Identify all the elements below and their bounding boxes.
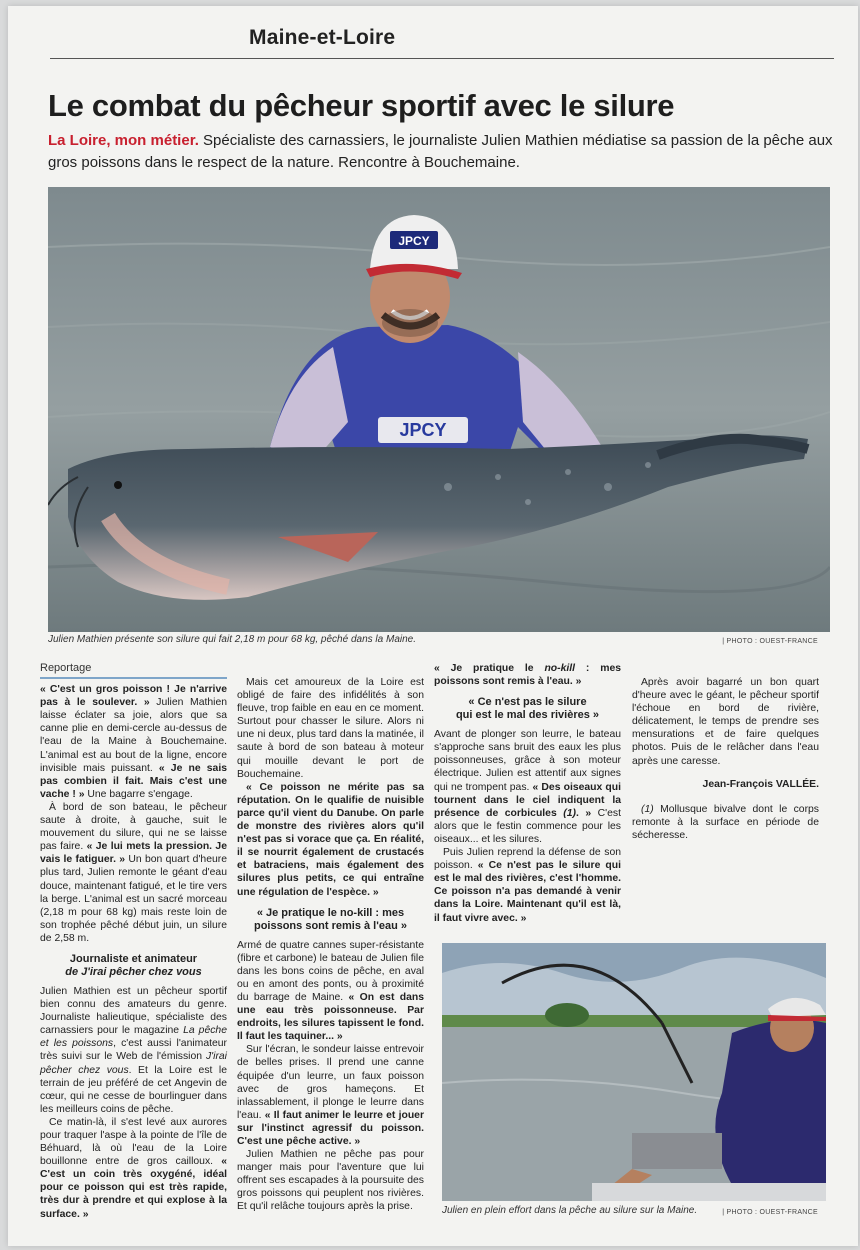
author-signature: Jean-François VALLÉE.	[702, 778, 819, 790]
paragraph: Armé de quatre cannes super-résistante (fibre et carbone) le bateau de Julien file dans les bons coins de pêche, en aval ou en amont des ponts, ou à proximité du barrage de Maine. « On est dans une eau très poissonneuse. Par endroits, les silures tapissent le fond. Il faut les taquiner... »	[237, 939, 425, 1043]
paragraph: Julien Mathien ne pêche pas pour manger mais pour l'aventure que lui offrent ses escapades à la poursuite des gros poissons qui peuplent nos rivières. Et qu'il relâche toujours après la prise.	[237, 1149, 424, 1213]
newspaper-page	[8, 6, 858, 1246]
paragraph: À bord de son bateau, le pêcheur saute à droite, à gauche, suit le mouvement du silure, qui ne se laisse pas faire. « Je lui mets la pression. Je vais le fatiguer. » Un bon quart d'heure plus tard, Julien remonte le géant d'eau douce, maintenant fatigué, et le tire vers la berge. L'animal est un sacré morceau (2,18 m pour 68 kg) mais reste loin de son trophée pêché début juin, un silure de 2,58 m.	[40, 801, 227, 944]
article-column-3	[434, 662, 621, 925]
paragraph: Sur l'écran, le sondeur laisse entrevoir de belles prises. Il prend une canne équipée d'un leurre, un faux poisson avec de gros hameçons. Et inlassablement, il plonge le leurre dans l'eau. « Il faut animer le leurre et jouer sur l'instinct agressif du poisson. C'est une pêche active. »	[237, 1044, 424, 1147]
subheading: « Ce n'est pas le silure qui est le mal des rivières »	[455, 696, 600, 722]
fisherman-fighting-fish-illustration	[442, 943, 826, 1201]
rubric-label: Reportage	[40, 662, 227, 679]
secondary-photo	[442, 943, 826, 1201]
secondary-photo-credit: | PHOTO : OUEST-FRANCE	[722, 1209, 818, 1216]
headline: Le combat du pêcheur sportif avec le silure	[48, 88, 675, 123]
paragraph: « C'est un gros poisson ! Je n'arrive pas à le soulever. » Julien Mathien laisse éclater sa joie, alors que sa canne plie en demi-cercle au-dessus de l'eau de la Maine à Bouchemaine. L'animal est au bout de la ligne, encore invisible mais puissant. « Je ne sais pas combien il fait. Mais c'est une vache ! » Une bagarre s'engage.	[40, 684, 228, 800]
section-title: Maine-et-Loire	[249, 26, 396, 49]
article-column-1	[40, 662, 227, 1221]
subheading: Journaliste et animateur de J'irai pêcher chez vous	[65, 952, 202, 978]
article-column-2	[237, 676, 424, 1214]
paragraph: Puis Julien reprend la défense de son poisson. « Ce n'est pas le silure qui est le mal des rivières, c'est l'homme. Ce poisson n'a pas demandé à venir dans la Loire. Maintenant qu'il est là, il faut vivre avec. »	[434, 847, 621, 924]
section-rule	[50, 58, 834, 59]
paragraph: Ce matin-là, il s'est levé aux aurores pour traquer l'aspe à la pointe de l'île de Béhuard, là où l'eau de la Loire bouillonne entre de gros cailloux. « C'est un coin très oxygéné, idéal pour ce poisson qui est très rapide, très dur à prendre et qui explose à la surface. »	[40, 1116, 227, 1220]
paragraph: Après avoir bagarré un bon quart d'heure avec le géant, le pêcheur sportif l'échoue en bord de rivière, délicatement, le temps de prendre ses mensurations et de faire quelques photos. Puis de le relâcher dans l'eau après une caresse.	[632, 677, 819, 767]
footnote: (1) Mollusque bivalve dont le corps remonte à la surface en période de sécheresse.	[632, 803, 819, 841]
article-column-4	[632, 676, 819, 842]
paragraph: Julien Mathien est un pêcheur sportif bien connu des amateurs du genre. Journaliste halieutique, spécialiste des carnassiers pour le magazine La pêche et les poissons, c'est aussi l'animateur très suivi sur le Web de l'émission J'irai pêcher chez vous. Et la Loire est le terrain de jeu préféré de cet Angevin de cœur, qui ne cesse de bourlinguer dans les meilleurs coins de pêche.	[40, 985, 228, 1115]
main-photo	[48, 187, 830, 632]
main-photo-credit: | PHOTO : OUEST-FRANCE	[722, 638, 818, 645]
paragraph: Mais cet amoureux de la Loire est obligé de faire des infidélités à son fleuve, trop faible en eau en ce moment. Surtout pour chasser le silure. Alors ni une ni deux, plus tard dans la matinée, il saute à bord de son bateau à moteur qui mouille devant le port de Bouchemaine.	[237, 677, 424, 780]
fisherman-with-catfish-illustration	[48, 187, 830, 632]
shirt-logo: JPCY	[399, 420, 447, 440]
lede-kicker: La Loire, mon métier.	[48, 132, 199, 149]
paragraph: « Je pratique le no-kill : mes poissons sont remis à l'eau. »	[434, 663, 622, 688]
lede	[48, 130, 838, 174]
paragraph: « Ce poisson ne mérite pas sa réputation. On le qualifie de nuisible parce qu'il vient du Danube. On parle de monstre des rivières alors qu'il n'est pas si vorace que ça. En réalité, il se nourrit également de crustacés et batraciens, mais également des silures plus petits, ce qui entraîne une régulation de l'espèce. »	[237, 781, 424, 898]
subheading: « Je pratique le no-kill : mes poissons sont remis à l'eau »	[253, 906, 407, 932]
secondary-photo-caption: Julien en plein effort dans la pêche au silure sur la Maine.	[442, 1205, 698, 1216]
main-photo-caption: Julien Mathien présente son silure qui fait 2,18 m pour 68 kg, pêché dans la Maine.	[48, 634, 416, 645]
paragraph: Avant de plonger son leurre, le bateau s'approche sans bruit des eaux les plus poissonneuses, grâce à son moteur électrique. Julien est attentif aux signes qui ne trompent pas. « Des oiseaux qui tournent dans le ciel indiquent la présence de corbicules (1). » C'est alors que le festin commence pour les oiseaux... et les silures.	[434, 729, 621, 845]
cap-logo: JPCY	[398, 234, 430, 248]
lede-text: Spécialiste des carnassiers, le journaliste Julien Mathien médiatise sa passion de la pêche aux gros poissons dans le respect de la nature. Rencontre à Bouchemaine.	[48, 132, 833, 171]
